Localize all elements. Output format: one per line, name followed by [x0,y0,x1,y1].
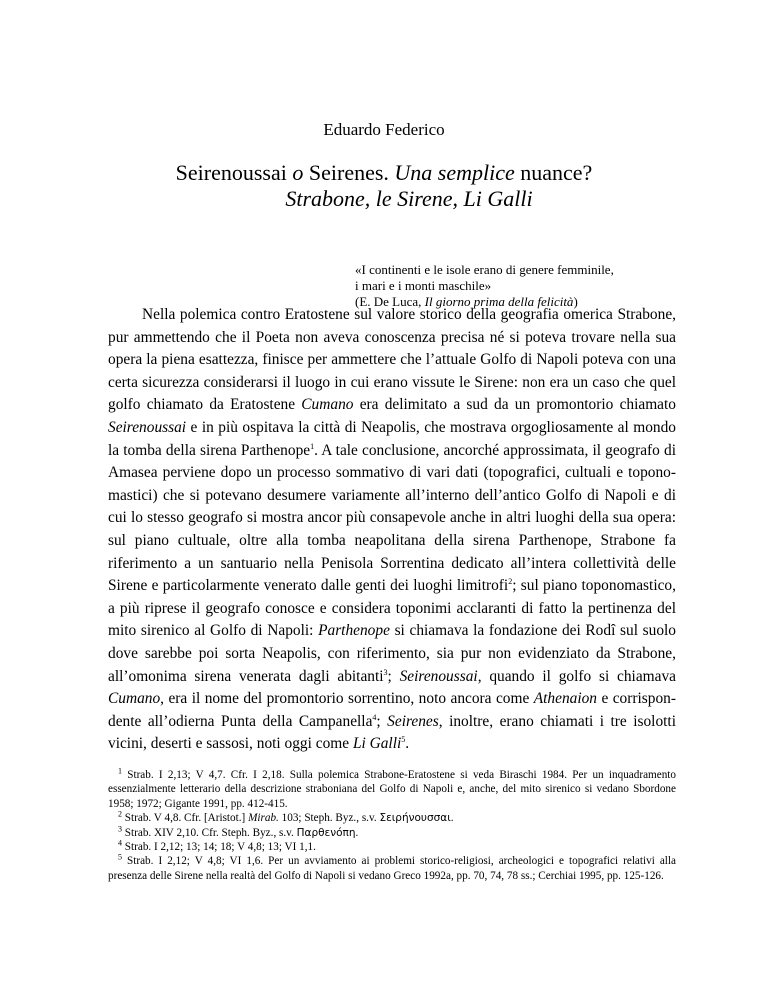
footnote-ref: 5 [401,735,406,745]
text-run: Nella polemica contro Eratostene sul valore storico della geografia omerica Strabone, pur ammettendo che il Poeta non aveva conoscenza precisa né si poteva trovare nella sua opera la piena esattezza, finisce per ammettere che l’attuale Golfo di Napoli poteva con una certa sicurezza considerarsi il luogo in cui erano vissute le Sirene: non era un caso che quel golfo chiamato da Eratostene [108,306,676,414]
title-fragment: Seirenoussai [175,160,293,185]
footnote-ref: 1 [310,441,315,451]
footnotes [108,768,676,883]
text-run: ; sul piano toponomastico, a più riprese il geografo conosce e considera toponimi acclaranti di fatto la pertinenza del mito sirenico al Golfo di Napoli: [108,577,676,640]
text-run: Li Galli [352,735,402,753]
text-run: si chiamava la fondazione dei Rodî sul suolo dove sarebbe poi sorta Neapolis, con riferimento, sia pur non evidenziato da Strabone, all’omonima sirena venerata dagli abitanti [108,622,676,685]
footnote-3 [108,823,676,840]
text-run: Cumano [301,396,354,414]
body-text [108,304,676,756]
text-run: Parthenope [318,622,390,640]
text-run: Seirenes [387,712,439,730]
text-run: Seirenoussai [399,667,478,685]
footnote-ref: 3 [383,667,388,677]
article-title [0,160,768,212]
title-fragment: o [292,160,304,185]
greek-term: Παρθενόπη [296,826,356,839]
text-run: Athenaion [533,690,597,708]
footnote-text: . [355,826,359,839]
title-fragment: nuance? [514,160,593,185]
footnote-5 [108,854,676,883]
footnote-1 [108,768,676,811]
text-run: e corrispondente all’odierna Punta della Campanella [108,690,676,730]
footnote-number: 1 [118,766,122,776]
attribution-fragment: (E. De Luca, [355,294,425,309]
title-fragment: Una semplice [394,160,515,185]
text-run: ; [387,667,400,685]
epigraph [355,262,675,310]
text-run: , inoltre, erano chiamati i tre isolotti vicini, deserti e sassosi, noti oggi come [108,712,676,753]
text-run: . A tale conclusione, ancorché approssimata, il geografo di Amasea perviene dopo un processo sommativo di vari dati (topografici, cultuali e toponomastici) che si potevano desumere variamente all’interno dell’antico Golfo di Napoli e di cui lo stesso geografo si mostra ancor più consapevole anche in altri luoghi della sua opera: sul piano cultuale, oltre alla tomba neapolitana della sirena Parthenope, Strabone fa riferimento a un santuario nella Penisola Sorrentina dedicato all’intera collettività delle Sirene e particolarmente venerato dalle genti dei luoghi limitrofi [108,441,676,595]
attribution-book-title: Il giorno prima della felicità [424,294,574,309]
footnote-ref: 2 [508,577,513,586]
attribution-fragment: ) [573,294,578,309]
text-run: , era il nome del promontorio sorrentino, noto ancora come [160,690,534,708]
footnote-number: 3 [118,823,122,833]
footnote-text: Strab. XIV 2,10. Cfr. Steph. Byz., s.v. [122,826,297,839]
author-name: Eduardo Federico [323,120,445,139]
footnote-number: 2 [118,809,122,819]
text-run: ; [376,712,388,730]
greek-term: Σειρήνουσσαι [379,812,451,825]
body-paragraph [108,304,676,756]
footnote-ref: 4 [372,712,377,722]
text-run: . [405,735,410,753]
footnote-text: Strab. I 2,12; V 4,8; VI 1,6. Per un avviamento ai problemi storico-religiosi, archeologici e topografici relativi alla presenza delle Sirene nella realtà del Golfo di Napoli si vedano Greco 1992a, pp. 70, 74, 78 ss.; Cerchiai 1995, pp. 125-126. [108,855,676,882]
footnote-text: Strab. I 2,13; V 4,7. Cfr. I 2,18. Sulla polemica Strabone-Eratostene si veda Biraschi 1984. Per un inquadramento essenzialmente letterario della descrizione straboniana del Golfo di Napoli e, anche, del mito sirenico si vedano Sbordone 1958; 1972; Gigante 1991, pp. 412-415. [108,769,676,810]
footnote-text: Strab. V 4,8. Cfr. [Aristot.] [122,812,249,825]
epigraph-line-1: «I continenti e le isole erano di genere femminile, [355,262,614,277]
footnote-number: 4 [118,838,122,848]
text-run: e in più ospitava la città di Neapolis, che mostrava orgogliosamente al mondo la tomba della sirena Parthenope [108,418,676,459]
footnote-text: 103; Steph. Byz., s.v. [278,812,380,825]
title-line-2: Strabone, le Sirene, Li Galli [285,186,533,211]
footnote-2 [108,811,676,825]
footnote-text: . [450,812,454,825]
epigraph-line-2: i mari e i monti maschile» [355,278,492,293]
title-line-1 [0,160,768,186]
footnote-number: 5 [118,852,122,862]
text-run: Seirenoussai [108,418,187,436]
footnote-4 [108,840,676,854]
footnote-text: Strab. I 2,12; 13; 14; 18; V 4,8; 13; VI 1,1. [122,841,316,854]
text-run: Cumano [108,690,161,708]
text-run: , quando il golfo si chiamava [477,667,676,685]
footnote-text: Mirab. [248,812,279,825]
text-run: era delimitato a sud da un promontorio chiamato [353,396,676,414]
title-fragment: Seirenes. [303,160,395,185]
